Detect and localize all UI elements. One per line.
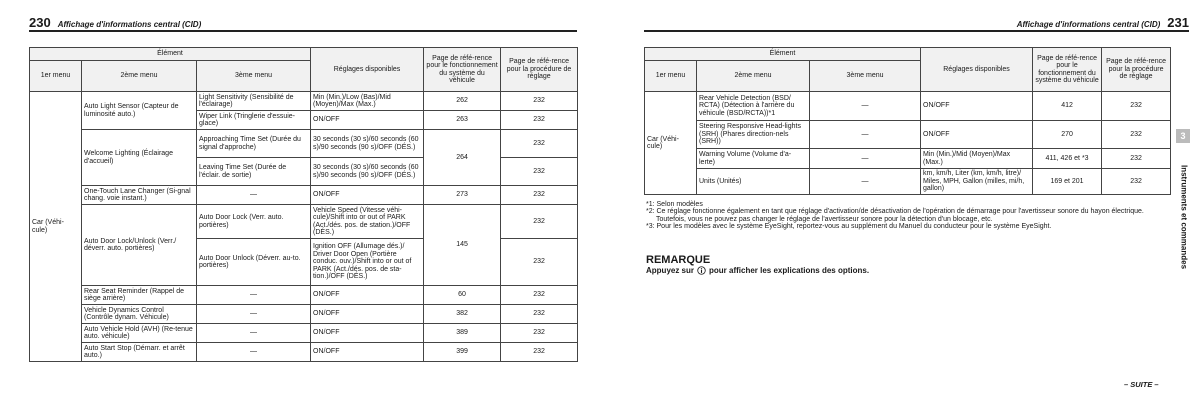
menu2-cell: Steering Responsive Head-lights (SRH) (Phares direction-nels (SRH)) (697, 121, 810, 149)
ref-procedure-header: Page de réfé-rence pour la procédure de réglage (1102, 48, 1171, 92)
chapter-label-text: Instruments et commandes (1179, 164, 1189, 270)
ref-procedure-cell: 232 (1102, 169, 1171, 195)
ref-procedure-cell: 232 (501, 92, 578, 111)
right-settings-table (644, 47, 1171, 195)
chapter-tab: 3 (1176, 129, 1190, 143)
settings-cell: ON/OFF (311, 111, 424, 130)
ref-procedure-cell: 232 (501, 111, 578, 130)
chapter-label (1174, 148, 1194, 286)
ref-procedure-cell: 232 (501, 324, 578, 343)
ref-system-cell: 412 (1033, 92, 1102, 121)
ref-system-cell: 270 (1033, 121, 1102, 149)
footnote-3: *3: Pour les modèles avec le système EyeSight, reportez-vous au supplément du Manuel du conducteur pour le système EyeSight. (646, 223, 1052, 231)
remarque-text (646, 266, 869, 275)
settings-cell: 30 seconds (30 s)/60 seconds (60 s)/90 seconds (90 s)/OFF (DÉS.) (311, 130, 424, 158)
menu2-header: 2ème menu (82, 61, 197, 92)
menu1-header: 1er menu (645, 61, 697, 92)
menu3-cell: Approaching Time Set (Durée du signal d'approche) (197, 130, 311, 158)
right-page-header (644, 14, 1189, 32)
footnote-2-continued: Toutefois, vous ne pouvez pas changer le réglage de l'avertisseur sonore pour la détection d'un blocage, etc. (656, 215, 993, 223)
ref-procedure-cell: 232 (501, 205, 578, 239)
menu3-cell: — (810, 149, 921, 169)
menu2-cell: Vehicle Dynamics Control (Contrôle dynam. Véhicule) (82, 305, 197, 324)
ref-system-cell: 264 (424, 130, 501, 186)
ref-procedure-cell: 232 (501, 239, 578, 286)
ref-procedure-cell: 232 (501, 158, 578, 186)
left-settings-table (29, 47, 578, 362)
settings-cell: ON/OFF (311, 324, 424, 343)
ref-procedure-cell: 232 (1102, 121, 1171, 149)
ref-procedure-cell: 232 (501, 130, 578, 158)
left-header-title: Affichage d'informations central (CID) (57, 20, 202, 29)
settings-cell: Vehicle Speed (Vitesse véhi-cule)/Shift into or out of PARK (Act./dés. pos. de station.)/OFF (DÉS.) (311, 205, 424, 239)
menu3-header: 3ème menu (197, 61, 311, 92)
settings-cell: ON/OFF (921, 92, 1033, 121)
right-header-title: Affichage d'informations central (CID) (1016, 20, 1161, 29)
settings-header: Réglages disponibles (921, 48, 1033, 92)
ref-procedure-cell: 232 (501, 343, 578, 362)
settings-cell: ON/OFF (311, 286, 424, 305)
right-page-number: 231 (1167, 15, 1189, 30)
footnote-2: *2: Ce réglage fonctionne également en tant que réglage d'activation/de désactivation de l'opération de démarrage pour l'avertisseur sonore du hayon électrique. (646, 208, 1144, 216)
left-page-number: 230 (29, 15, 51, 30)
menu3-cell: — (810, 169, 921, 195)
left-page-header (29, 14, 577, 32)
menu2-cell: Auto Light Sensor (Capteur de luminosité auto.) (82, 92, 197, 130)
menu2-cell: Auto Vehicle Hold (AVH) (Re-tenue auto. véhicule) (82, 324, 197, 343)
menu2-cell: One-Touch Lane Changer (Si-gnal chang. voie instant.) (82, 186, 197, 205)
ref-system-cell: 145 (424, 205, 501, 286)
ref-system-cell: 389 (424, 324, 501, 343)
menu3-cell: Auto Door Unlock (Déverr. au-to. portières) (197, 239, 311, 286)
ref-system-cell: 262 (424, 92, 501, 111)
settings-header: Réglages disponibles (311, 48, 424, 92)
settings-cell: Min (Min.)/Low (Bas)/Mid (Moyen)/Max (Max.) (311, 92, 424, 111)
ref-system-cell: 382 (424, 305, 501, 324)
ref-procedure-cell: 232 (501, 186, 578, 205)
ref-system-cell: 169 et 201 (1033, 169, 1102, 195)
menu3-cell: — (197, 343, 311, 362)
menu3-cell: — (197, 186, 311, 205)
menu2-cell: Rear Seat Reminder (Rappel de siège arrière) (82, 286, 197, 305)
menu2-cell: Units (Unités) (697, 169, 810, 195)
ref-procedure-cell: 232 (501, 286, 578, 305)
settings-cell: Ignition OFF (Allumage dés.)/ Driver Door Open (Portière conduc. ouv.)/Shift into or out of PARK (Act./dés. pos. de sta-tion.)/OFF (DÉS.) (311, 239, 424, 286)
menu2-cell: Warning Volume (Volume d'a-lerte) (697, 149, 810, 169)
menu3-cell: Auto Door Lock (Verr. auto. portières) (197, 205, 311, 239)
menu2-cell: Welcome Lighting (Éclairage d'accueil) (82, 130, 197, 186)
menu1-header: 1er menu (30, 61, 82, 92)
element-header: Élément (645, 48, 921, 61)
menu2-header: 2ème menu (697, 61, 810, 92)
element-header: Élément (30, 48, 311, 61)
ref-procedure-header: Page de réfé-rence pour la procédure de réglage (501, 48, 578, 92)
menu3-cell: — (197, 324, 311, 343)
ref-procedure-cell: 232 (1102, 92, 1171, 121)
ref-system-cell: 263 (424, 111, 501, 130)
ref-system-cell: 273 (424, 186, 501, 205)
settings-cell: ON/OFF (311, 186, 424, 205)
suite-label: – SUITE – (1124, 380, 1159, 389)
ref-system-header: Page de réfé-rence pour le fonctionnement du système du véhicule (1033, 48, 1102, 92)
ref-system-cell: 399 (424, 343, 501, 362)
menu2-cell: Rear Vehicle Detection (BSD/ RCTA) (Détection à l'arrière du véhicule (BSD/RCTA))*1 (697, 92, 810, 121)
ref-system-cell: 60 (424, 286, 501, 305)
menu1-cell: Car (Véhi-cule) (645, 92, 697, 195)
settings-cell: ON/OFF (921, 121, 1033, 149)
ref-system-header: Page de réfé-rence pour le fonctionnement du système du véhicule (424, 48, 501, 92)
footnotes (646, 201, 1176, 231)
settings-cell: Min (Min.)/Mid (Moyen)/Max (Max.) (921, 149, 1033, 169)
ref-procedure-cell: 232 (1102, 149, 1171, 169)
settings-cell: ON/OFF (311, 343, 424, 362)
menu3-cell: Leaving Time Set (Durée de l'éclair. de sortie) (197, 158, 311, 186)
remarque-text-before: Appuyez sur (646, 266, 695, 275)
menu3-cell: — (810, 92, 921, 121)
remarque-title: REMARQUE (646, 254, 711, 266)
settings-cell: ON/OFF (311, 305, 424, 324)
menu3-cell: Wiper Link (Tringlerie d'essuie-glace) (197, 111, 311, 130)
menu2-cell: Auto Start Stop (Démarr. et arrêt auto.) (82, 343, 197, 362)
info-circle-icon (697, 266, 706, 275)
menu3-header: 3ème menu (810, 61, 921, 92)
menu3-cell: — (810, 121, 921, 149)
menu3-cell: Light Sensitivity (Sensibilité de l'éclairage) (197, 92, 311, 111)
settings-cell: km, km/h, Liter (km, km/h, litre)/ Miles, MPH, Gallon (milles, mi/h, gallon) (921, 169, 1033, 195)
ref-procedure-cell: 232 (501, 305, 578, 324)
menu3-cell: — (197, 305, 311, 324)
menu3-cell: — (197, 286, 311, 305)
menu1-cell: Car (Véhi-cule) (30, 92, 82, 362)
menu2-cell: Auto Door Lock/Unlock (Verr./ déverr. auto. portières) (82, 205, 197, 286)
remarque-text-after: pour afficher les explications des options. (709, 266, 870, 275)
ref-system-cell: 411, 426 et *3 (1033, 149, 1102, 169)
footnote-1: *1: Selon modèles (646, 201, 703, 208)
settings-cell: 30 seconds (30 s)/60 seconds (60 s)/90 seconds (90 s)/OFF (DÉS.) (311, 158, 424, 186)
